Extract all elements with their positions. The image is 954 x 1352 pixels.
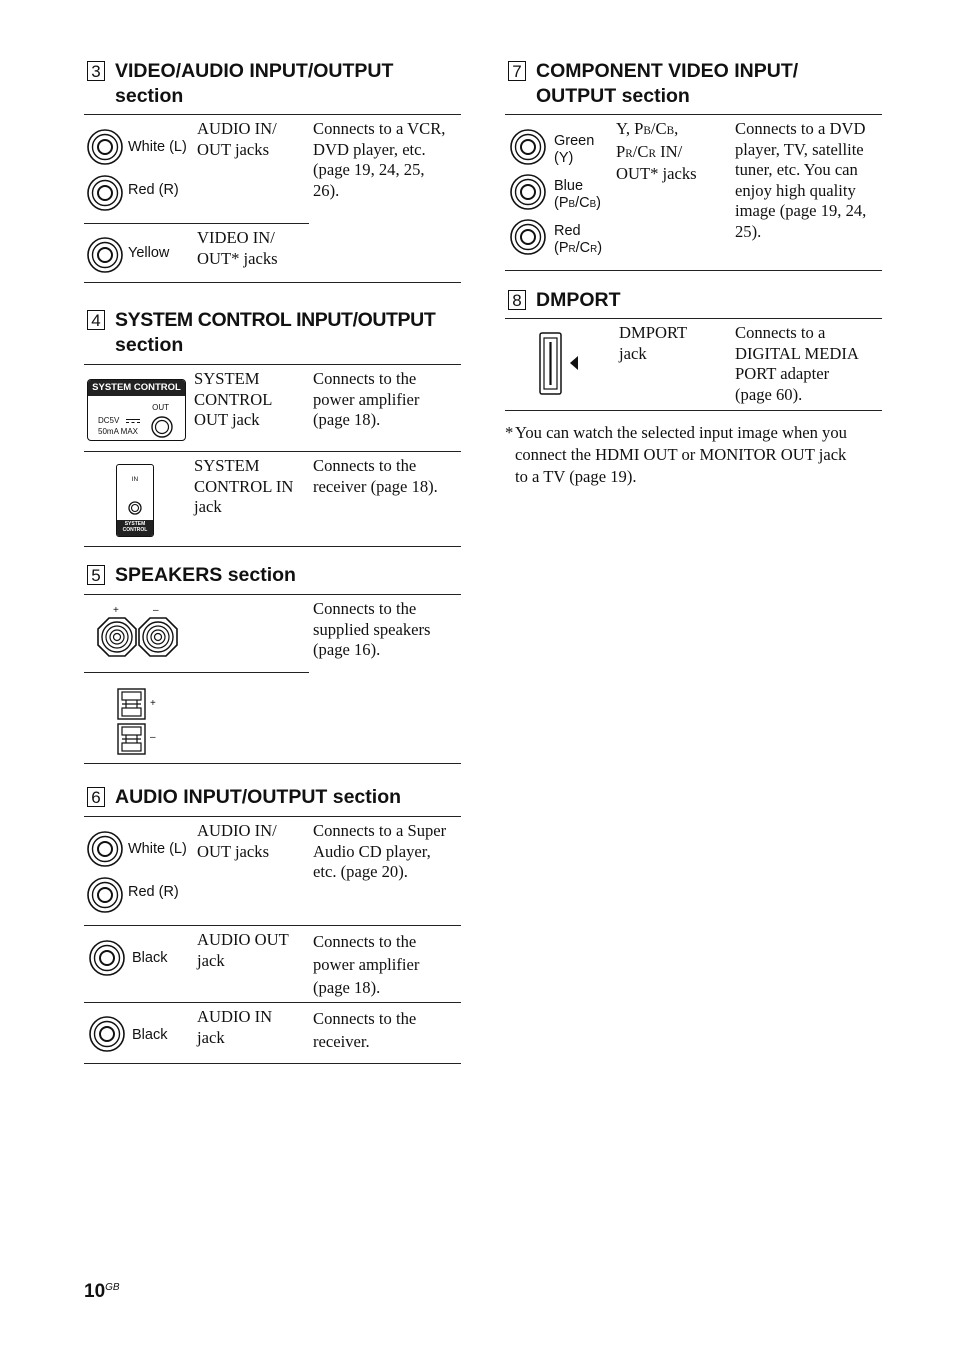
blue-label-line1: Blue	[554, 178, 584, 194]
system-control-in-panel	[116, 464, 154, 537]
divider	[84, 364, 461, 365]
green-jack-label	[554, 133, 594, 167]
jack-name-subscript: R	[648, 147, 656, 160]
jack-name-subscript: B	[643, 125, 651, 137]
rca-jack-icon	[87, 175, 123, 211]
rca-jack-icon	[87, 237, 123, 273]
blue-jack-label	[554, 178, 601, 213]
green-label-line1: Green	[554, 133, 595, 149]
divider	[505, 410, 882, 411]
jack-name: AUDIO IN/ OUT jacks	[197, 821, 277, 861]
section-3-heading	[87, 59, 467, 109]
terminal-minus-label: –	[150, 732, 156, 743]
section-title-line1: VIDEO/AUDIO INPUT/OUTPUT	[115, 60, 394, 82]
rca-jack-icon	[510, 219, 546, 255]
white-jack-label: White (L)	[128, 139, 187, 155]
spring-terminal-icon	[117, 723, 147, 756]
divider	[84, 672, 309, 673]
divider	[505, 318, 882, 319]
jack-name: AUDIO IN/ OUT jacks	[197, 119, 277, 159]
red-jack-label: Red (R)	[128, 884, 179, 900]
rca-jack-icon	[89, 1016, 125, 1052]
jack-name-text: Y, P	[616, 119, 644, 138]
jack-description: Connects to the power amplifier (page 18).	[313, 932, 420, 997]
divider	[505, 270, 882, 271]
panel-label-bar	[117, 520, 153, 536]
dc-symbol	[126, 422, 140, 423]
red-label-line1: Red	[554, 223, 581, 239]
divider	[84, 546, 461, 547]
red-jack-label	[554, 223, 602, 258]
jack-name-line3: OUT* jacks	[616, 164, 697, 184]
jack-name-line1	[616, 119, 734, 142]
black-jack-label: Black	[132, 950, 168, 966]
divider	[505, 114, 882, 115]
label-subscript: R	[568, 244, 576, 255]
divider	[84, 925, 461, 926]
speaker-terminal-icon	[97, 617, 137, 657]
jack-name-text: /C	[632, 141, 649, 161]
terminal-plus-label: +	[150, 698, 156, 709]
jack-name: DMPORT jack	[619, 323, 688, 363]
divider	[84, 763, 461, 764]
rca-jack-icon	[510, 129, 546, 165]
jack-name-text: P	[616, 141, 626, 161]
panel-label-line2: CONTROL	[122, 527, 148, 533]
jack-description: Connects to a DVD player, TV, satellite tuner, etc. You can enjoy high quality image (page 19, 24, 25).	[735, 119, 867, 241]
panel-out-label: OUT	[152, 403, 169, 412]
divider	[84, 1002, 461, 1003]
panel-in-label: IN	[131, 476, 139, 483]
rca-jack-icon	[510, 174, 546, 210]
jack-name-subscript: B	[666, 125, 675, 137]
blue-label-line2: (PB/CB)	[554, 195, 601, 211]
jack-name: VIDEO IN/ OUT* jacks	[197, 228, 278, 268]
label-subscript: B	[568, 199, 576, 210]
red-jack-label: Red (R)	[128, 182, 179, 198]
dmport-connector-icon	[539, 332, 581, 396]
section-title-line2: section	[115, 334, 184, 356]
section-7-heading	[508, 59, 888, 109]
section-number: 5	[87, 565, 105, 585]
divider	[84, 816, 461, 817]
section-title-line2: OUTPUT section	[536, 85, 690, 107]
section-title: DMPORT	[536, 289, 621, 311]
divider	[84, 114, 461, 115]
section-number: 8	[508, 290, 526, 310]
section-title-line1: SYSTEM CONTROL INPUT/OUTPUT	[115, 309, 436, 331]
jack-description: Connects to the receiver.	[313, 1009, 417, 1051]
red-label-line2: (PR/CR)	[554, 240, 603, 256]
rca-jack-icon	[87, 877, 123, 913]
jack-name: SYSTEM CONTROL OUT jack	[194, 369, 273, 430]
jack-name-subscript: R	[625, 147, 633, 160]
divider	[84, 282, 461, 283]
jack-name-text: ,	[674, 119, 679, 138]
speaker-minus-label: –	[153, 605, 159, 616]
section-title-line1: COMPONENT VIDEO INPUT/	[536, 60, 799, 82]
section-4-heading	[87, 308, 467, 358]
section-number: 3	[87, 61, 105, 81]
rca-jack-icon	[89, 940, 125, 976]
jack-description: Connects to the power amplifier (page 18).	[313, 369, 420, 430]
jack-description: Connects to the receiver (page 18).	[313, 456, 438, 496]
jack-name: SYSTEM CONTROL IN jack	[194, 456, 294, 517]
jack-name: AUDIO OUT jack	[197, 930, 289, 970]
section-6-heading	[87, 785, 467, 810]
white-jack-label: White (L)	[128, 841, 187, 857]
green-label-line2: (Y)	[554, 150, 574, 166]
jack-name-line2	[616, 142, 734, 165]
spring-terminal-icon	[117, 688, 147, 721]
page-number-suffix: GB	[105, 1282, 120, 1293]
section-number: 6	[87, 787, 105, 807]
speaker-plus-label: +	[113, 605, 119, 616]
panel-ma-label: 50mA MAX	[98, 427, 139, 436]
section-number: 7	[508, 61, 526, 81]
jack-description: Connects to a VCR, DVD player, etc. (page 19, 24, 25, 26).	[313, 119, 446, 200]
divider	[84, 1063, 461, 1064]
panel-title: SYSTEM CONTROL	[88, 380, 185, 396]
section-5-heading	[87, 563, 467, 588]
divider	[84, 594, 461, 595]
jack-description: Connects to a DIGITAL MEDIA PORT adapter (page 60).	[735, 323, 859, 404]
panel-label-line1: SYSTEM	[124, 521, 146, 527]
minijack-icon	[151, 416, 173, 438]
section-8-heading	[508, 288, 888, 313]
speakers-description: Connects to the supplied speakers (page 16).	[313, 599, 431, 660]
divider	[84, 451, 461, 452]
rca-jack-icon	[87, 129, 123, 165]
jack-name-text: IN/	[655, 141, 683, 161]
page-number-value: 10	[84, 1281, 106, 1302]
jack-description: Connects to a Super Audio CD player, etc. (page 20).	[313, 821, 447, 882]
section-title: SPEAKERS section	[115, 564, 296, 586]
footnote-text: You can watch the selected input image when you connect the HDMI OUT or MONITOR OUT jack to a TV (page 19).	[515, 423, 847, 486]
minijack-icon	[128, 501, 142, 515]
black-jack-label: Black	[132, 1027, 168, 1043]
divider	[84, 223, 309, 224]
jack-name-text: /C	[650, 119, 667, 138]
jack-name: AUDIO IN jack	[197, 1007, 273, 1047]
panel-dc-label: DC5V	[98, 416, 120, 425]
system-control-out-panel	[87, 379, 186, 441]
rca-jack-icon	[87, 831, 123, 867]
jack-name	[616, 119, 734, 185]
speaker-terminal-icon	[138, 617, 178, 657]
dc-symbol	[126, 419, 140, 420]
page-number	[84, 1281, 120, 1303]
yellow-jack-label: Yellow	[128, 245, 170, 261]
section-title: AUDIO INPUT/OUTPUT section	[115, 786, 402, 808]
footnote-marker: *	[505, 423, 514, 442]
section-number: 4	[87, 310, 105, 330]
label-subscript: R	[590, 244, 598, 255]
section-title-line2: section	[115, 85, 184, 107]
label-subscript: B	[589, 199, 597, 210]
